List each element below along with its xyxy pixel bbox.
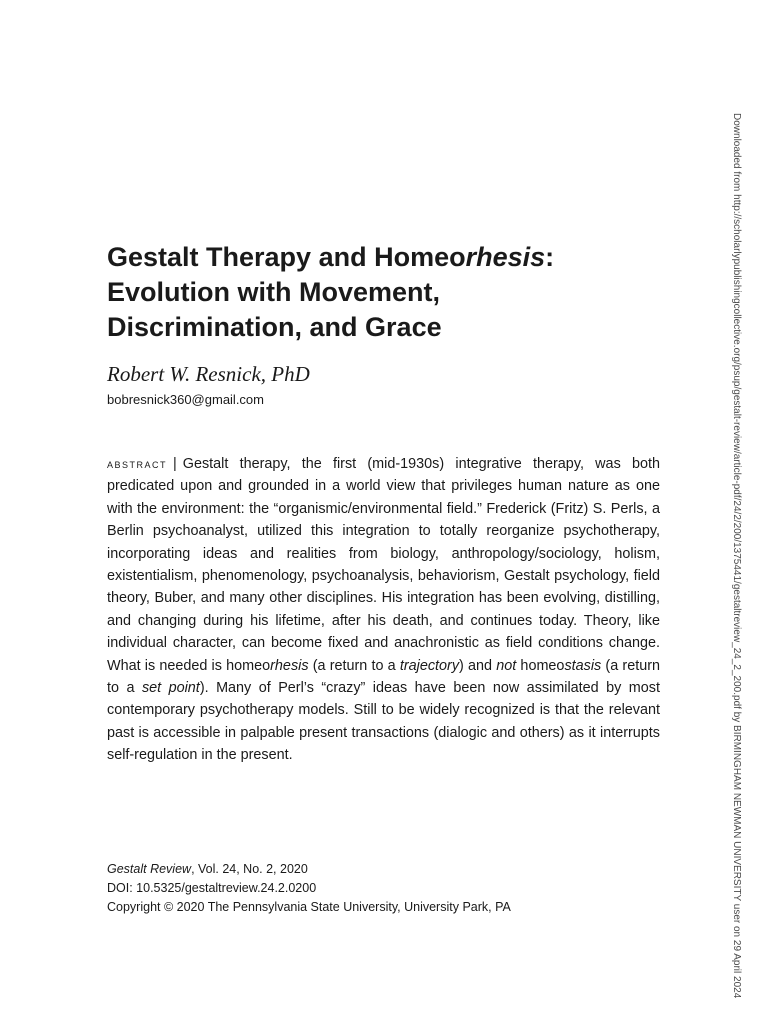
copyright: Copyright © 2020 The Pennsylvania State University, University Park, PA — [107, 900, 511, 914]
journal-volume: , Vol. 24, No. 2, 2020 — [191, 862, 308, 876]
journal-citation — [107, 860, 511, 879]
abstract-text-1: Gestalt therapy, the first (mid-1930s) integrative therapy, was both predicated upon and grounded in a world view that privileges human nature as one with the environment: the “organismic/environmental field.” Frederick (Fritz) S. Perls, a Berlin psychoanalyst, utilized this integration to totally reorganize psychotherapy, incorporating ideas and realities from biology, anthropology/sociology, holism, existentialism, phenomenology, psychoanalysis, behaviorism, Gestalt psychology, field theory, Buber, and many other disciplines. His integration has been evolving, distilling, and changing during his lifetime, after his death, and continues today. Theory, like individual character, can become fixed and anachronistic as field conditions change. What is needed is homeo — [107, 456, 660, 674]
abstract-text-5: (a return to a — [107, 657, 660, 697]
citation-footer — [107, 860, 511, 917]
abstract-separator: | — [173, 456, 177, 472]
author-name: Robert W. Resnick, PhD — [107, 362, 310, 386]
abstract — [107, 453, 660, 767]
abstract-text-6: ). Many of Perl’s “crazy” ideas have been now assimilated by most contemporary psychotherapy models. Still to be widely recognized is that the relevant past is accessible in palpable present transactions (dialogic and others) as it interrupts self-regulation in the present. — [107, 680, 660, 764]
abstract-text-3: ) and — [459, 657, 497, 674]
abstract-italic-5: set point — [141, 680, 200, 697]
title-line-1 — [107, 240, 667, 275]
title-line-2: Evolution with Movement, — [107, 277, 441, 307]
abstract-italic-4: stasis — [564, 657, 602, 674]
abstract-text-2: (a return to a — [308, 657, 400, 674]
title-line-1-suffix: : — [545, 242, 555, 272]
title-line-3: Discrimination, and Grace — [107, 312, 442, 342]
abstract-text-4: homeo — [516, 657, 565, 674]
author-email[interactable]: bobresnick360@gmail.com — [107, 392, 264, 407]
download-watermark: Downloaded from http://scholarlypublishingcollective.org/psup/gestalt-review/article-pdf/24/2/200/1375441/gestaltreview_24_2_200.pdf by BIRMINGHAM NEWMAN UNIVERSITY user on 29 April 2024 — [731, 113, 742, 999]
title-line-1-italic: rhesis — [465, 242, 546, 272]
doi[interactable]: DOI: 10.5325/gestaltreview.24.2.0200 — [107, 881, 317, 895]
abstract-italic-2: trajectory — [399, 657, 460, 674]
journal-name: Gestalt Review — [107, 862, 192, 876]
article-title — [107, 240, 667, 345]
title-line-1-prefix: Gestalt Therapy and Homeo — [107, 242, 466, 272]
abstract-label: abstract — [107, 456, 168, 471]
abstract-italic-3: not — [496, 657, 517, 674]
abstract-italic-1: rhesis — [270, 657, 309, 674]
